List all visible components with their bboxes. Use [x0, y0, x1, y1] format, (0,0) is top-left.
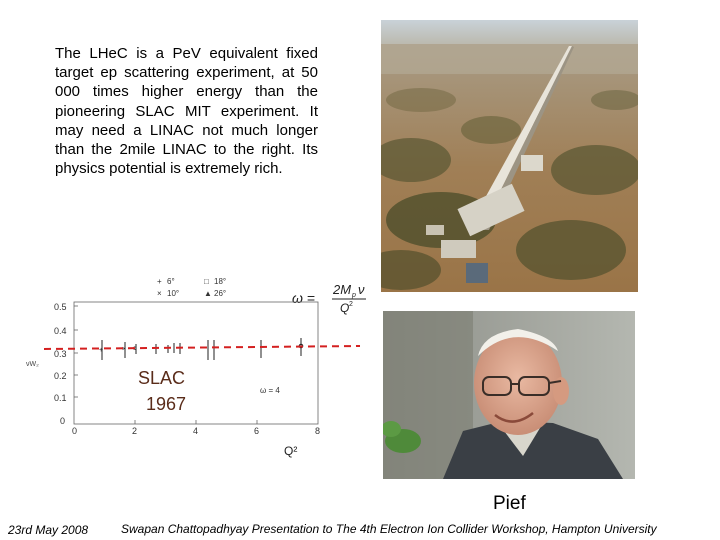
plot-xlabel: Q² [284, 444, 298, 458]
plot-ylabel: νW₂ [26, 361, 39, 368]
svg-text:18°: 18° [214, 277, 227, 286]
svg-text:10°: 10° [167, 289, 180, 298]
svg-text:+: + [99, 347, 104, 354]
reference-dashed-line [44, 346, 360, 349]
svg-text:ν: ν [358, 282, 365, 297]
svg-text:□: □ [204, 277, 209, 286]
omega-note: ω = 4 [260, 386, 280, 395]
svg-text:4: 4 [193, 426, 199, 436]
svg-text:2M: 2M [333, 282, 352, 297]
svg-text:26°: 26° [214, 289, 227, 298]
intro-paragraph: The LHeC is a PeV equivalent fixed target ep scattering experiment, at 50 000 times higher energy than the pioneering SLAC MIT experiment. It may need a LINAC not much longer than the 2mile LINAC to the right. Its physics potential is extremely rich. [55, 45, 318, 178]
slac-1967-stamp [138, 368, 186, 414]
svg-text:0.2: 0.2 [54, 371, 67, 381]
svg-text:0: 0 [72, 426, 78, 436]
svg-text:×: × [157, 289, 162, 298]
pief-caption: Pief [493, 493, 526, 514]
svg-text:ω =: ω = [292, 290, 315, 306]
svg-text:SLAC: SLAC [138, 368, 186, 388]
footer-date: 23rd May 2008 [8, 523, 89, 537]
svg-text:1967: 1967 [146, 394, 187, 414]
svg-text:▲: ▲ [204, 289, 212, 298]
svg-text:8: 8 [315, 426, 321, 436]
svg-text:p: p [352, 292, 356, 299]
svg-text:0.5: 0.5 [54, 302, 67, 312]
svg-text:0.3: 0.3 [54, 349, 67, 359]
svg-text:2: 2 [132, 426, 138, 436]
svg-text:0.4: 0.4 [54, 326, 67, 336]
footer-credit: Swapan Chattopadhyay Presentation to The 4th Electron Ion Collider Workshop, Hampton University [121, 522, 657, 536]
slac-scaling-plot [22, 270, 367, 465]
svg-text:0.1: 0.1 [54, 393, 67, 403]
svg-text:0: 0 [60, 416, 66, 426]
svg-text:6: 6 [254, 426, 260, 436]
svg-text:2: 2 [349, 301, 353, 308]
linac-aerial-photo [381, 20, 638, 292]
svg-text:6°: 6° [167, 277, 175, 286]
omega-formula [292, 282, 366, 315]
plot-legend [157, 277, 226, 298]
svg-text:+: + [157, 277, 162, 286]
plot-xticks [72, 426, 320, 436]
svg-text:Q: Q [340, 301, 350, 315]
svg-text:×: × [122, 346, 127, 353]
pief-portrait-photo [383, 311, 635, 479]
plot-yticks [54, 302, 67, 426]
